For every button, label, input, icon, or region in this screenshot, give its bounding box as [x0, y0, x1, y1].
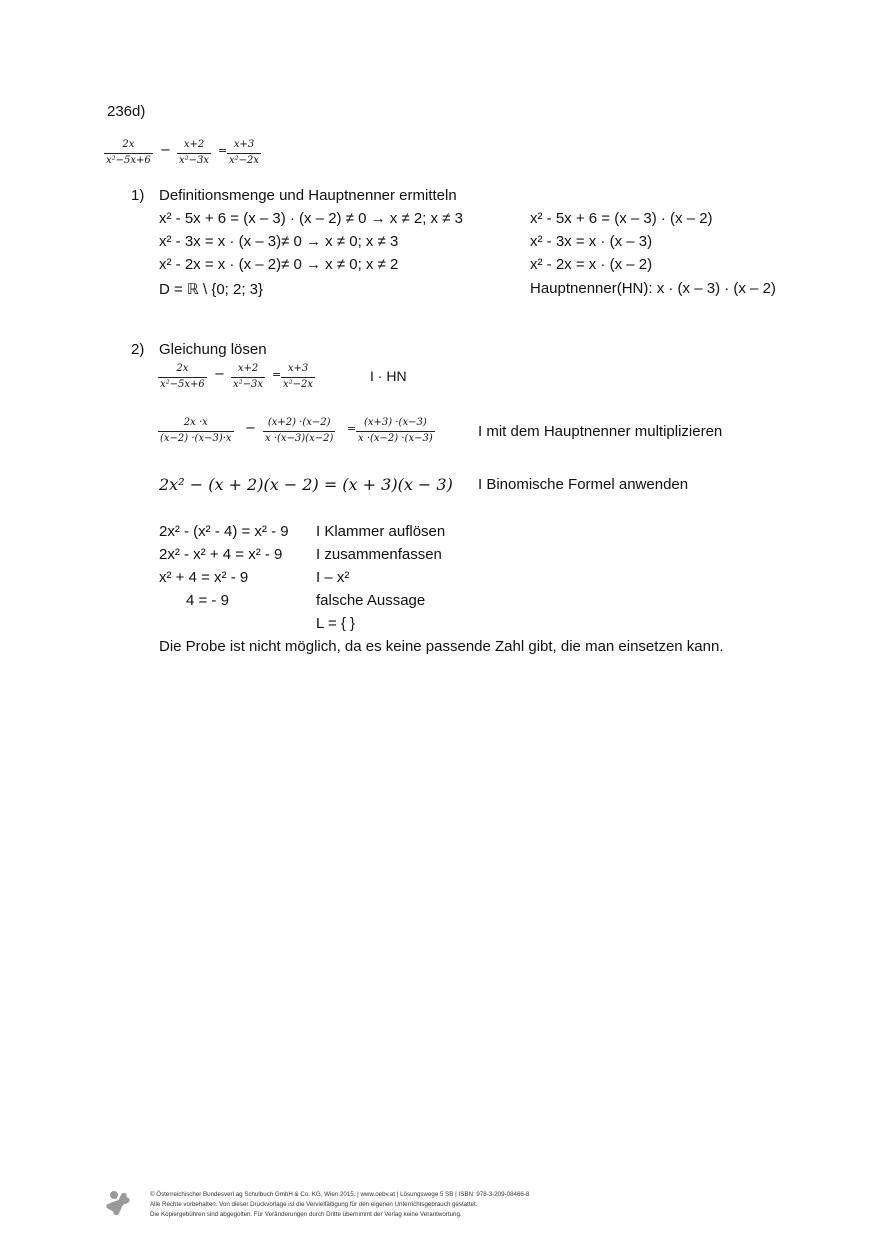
numerator: 2x ·x	[183, 417, 208, 428]
denominator: x²−3x	[179, 155, 210, 166]
fraction-term-2	[231, 363, 265, 391]
step-expression: x² + 4 = x² - 9	[159, 569, 249, 586]
fraction-term-3	[356, 417, 435, 445]
section-number: 1)	[131, 187, 145, 204]
equals-sign: =	[272, 368, 282, 381]
step-note: I – x²	[316, 569, 350, 586]
solution-set: L = { }	[316, 615, 356, 632]
factorization-line: x² - 3x = x · (x – 3)	[530, 233, 653, 250]
numerator: x+2	[183, 139, 205, 150]
denominator: x²−2x	[283, 379, 314, 390]
minus-sign: −	[245, 421, 256, 436]
fraction-term-1	[104, 139, 153, 167]
denominator: (x−2) ·(x−3)·x	[160, 433, 232, 444]
step-note: I zusammenfassen	[316, 546, 442, 563]
task-label: 236d)	[107, 103, 146, 120]
domain-result: D = ℝ \ {0; 2; 3}	[159, 281, 264, 298]
denominator: x ·(x−2) ·(x−3)	[358, 433, 433, 444]
numerator: (x+3) ·(x−3)	[364, 417, 427, 428]
numerator: x+3	[287, 363, 309, 374]
footer-rights: Alle Rechte vorbehalten. Von dieser Druckvorlage ist die Vervielfältigung für den eigenen Unterrichtsgebrauch gestattet.	[150, 1201, 478, 1208]
conclusion: Die Probe ist nicht möglich, da es keine passende Zahl gibt, die man einsetzen kann.	[159, 638, 724, 655]
numerator: 2x	[176, 363, 189, 374]
fraction-term-1	[158, 417, 234, 445]
step-note: I mit dem Hauptnenner multiplizieren	[478, 423, 723, 440]
fraction-term-3	[281, 363, 315, 391]
step-expression: 2x² - (x² - 4) = x² - 9	[159, 523, 289, 540]
numerator: 2x	[122, 139, 135, 150]
footer-disclaimer: Die Kopiergebühren sind abgegolten. Für Veränderungen durch Dritte übernimmt der Verlag keine Verantwortung.	[150, 1211, 462, 1218]
fraction-term-2	[263, 417, 335, 445]
step-note: I Klammer auflösen	[316, 523, 446, 540]
domain-line: x² - 5x + 6 = (x – 3) · (x – 2) ≠ 0 → x ≠ 2; x ≠ 3	[159, 210, 463, 227]
denominator: x²−5x+6	[106, 155, 151, 166]
step-note: I Binomische Formel anwenden	[478, 476, 689, 493]
denominator: x²−3x	[233, 379, 264, 390]
minus-sign: −	[160, 143, 171, 158]
section-heading: Definitionsmenge und Hauptnenner ermitteln	[159, 187, 457, 204]
footer-copyright: © Österreichischer Bundesverl ag Schulbuch GmbH & Co. KG, Wien 2015. | www.oebv.at | Lösungswege 5 SB | ISBN: 978-3-209-08466-8	[150, 1191, 530, 1198]
factorization-line: x² - 5x + 6 = (x – 3) · (x – 2)	[530, 210, 713, 227]
denominator: x ·(x−3)(x−2)	[265, 433, 334, 444]
denominator: x²−5x+6	[160, 379, 205, 390]
fraction-term-1	[158, 363, 207, 391]
domain-line: x² - 3x = x · (x – 3)≠ 0 → x ≠ 0; x ≠ 3	[159, 233, 399, 250]
denominator: x²−2x	[229, 155, 260, 166]
numerator: x+2	[237, 363, 259, 374]
step-expression: 4 = - 9	[186, 592, 229, 609]
factorization-line: x² - 2x = x · (x – 2)	[530, 256, 653, 273]
numerator: (x+2) ·(x−2)	[267, 417, 331, 428]
minus-sign: −	[214, 367, 225, 382]
step-note: I · HN	[370, 368, 407, 384]
equals-sign: =	[347, 422, 357, 435]
binomial-equation: 2x² − (x + 2)(x − 2) = (x + 3)(x − 3)	[159, 475, 453, 494]
fraction-term-3	[227, 139, 261, 167]
numerator: x+3	[233, 139, 255, 150]
equals-sign: =	[218, 144, 228, 157]
section-heading: Gleichung lösen	[159, 341, 267, 358]
section-number: 2)	[131, 341, 145, 358]
domain-line: x² - 2x = x · (x – 2)≠ 0 → x ≠ 0; x ≠ 2	[159, 256, 399, 273]
main-denominator: Hauptnenner(HN): x · (x – 3) · (x – 2)	[530, 280, 776, 297]
step-expression: 2x² - x² + 4 = x² - 9	[159, 546, 283, 563]
step-note: falsche Aussage	[316, 592, 426, 609]
fraction-term-2	[177, 139, 211, 167]
oebv-logo-icon	[104, 1188, 136, 1220]
